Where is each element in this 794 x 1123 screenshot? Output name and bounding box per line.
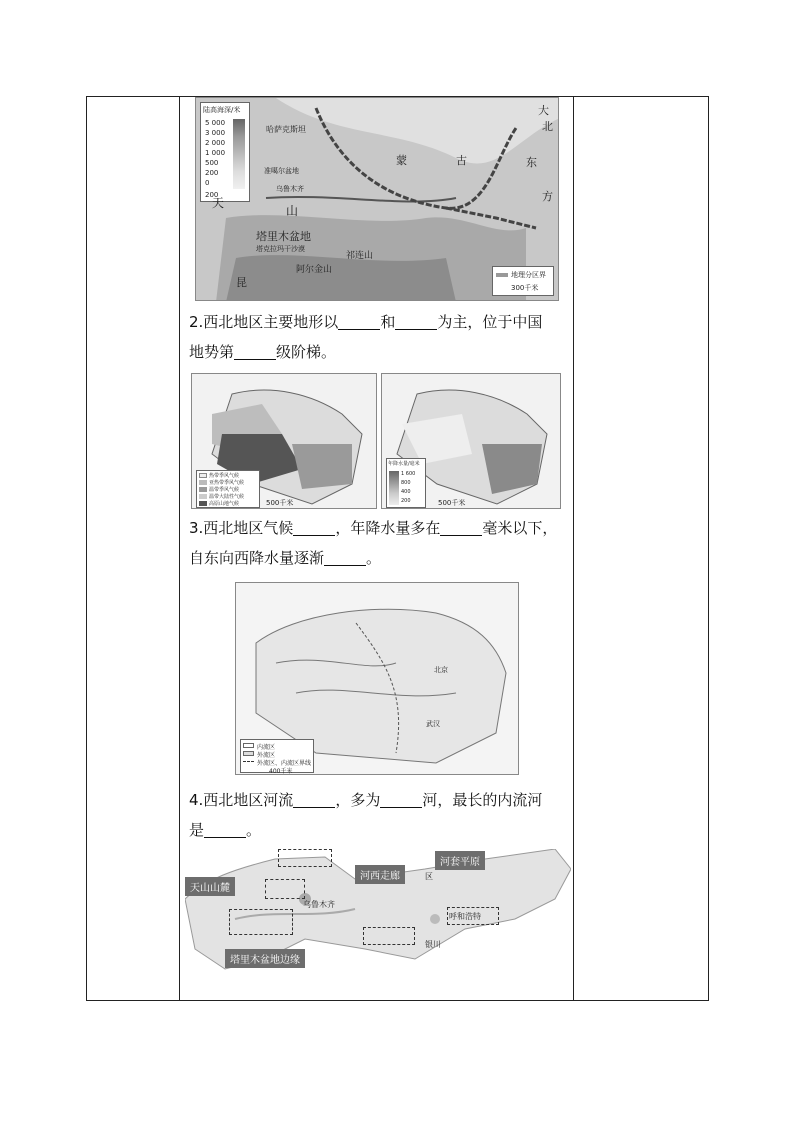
precip-legend-item: 800	[401, 480, 411, 486]
precipitation-map	[381, 373, 561, 509]
precip-ramp	[389, 471, 399, 505]
label-altun: 阿尔金山	[296, 265, 333, 275]
river-scale: 400千米	[269, 768, 293, 775]
label-mongolia-a: 蒙	[396, 154, 407, 167]
q2-line2a: 地势第	[189, 343, 235, 361]
q4-prefix: 4.西北地区河流	[189, 791, 294, 809]
label-tarim: 塔里木盆地	[256, 230, 311, 243]
label-east-b: 北	[542, 120, 553, 133]
precip-legend-item: 1 600	[401, 471, 416, 477]
label-east-d: 方	[542, 190, 553, 203]
q4-mid1: ，多为	[335, 791, 381, 809]
river-swatch	[243, 751, 254, 756]
boundary-legend	[492, 266, 554, 296]
climate-swatch	[199, 501, 207, 506]
boundary-legend-label: 地理分区界	[511, 271, 546, 279]
climate-legend-item: 亚热带季风气候	[209, 480, 245, 486]
climate-legend-item: 温带季风气候	[209, 487, 240, 493]
boundary-swatch	[496, 273, 508, 277]
river-basin-map	[235, 582, 519, 775]
q3-prefix: 3.西北地区气候	[189, 519, 294, 537]
q4-blank-2[interactable]	[380, 792, 422, 808]
elevation-color-ramp	[233, 119, 245, 189]
q2-blank-2[interactable]	[395, 314, 437, 330]
northwest-terrain-map	[195, 97, 559, 301]
label-mongolia-b: 古	[456, 154, 467, 167]
climate-legend-item: 温带大陆性气候	[209, 494, 245, 500]
q2-prefix: 2.西北地区主要地形以	[189, 313, 339, 331]
question-4	[189, 785, 569, 845]
q3-blank-3[interactable]	[324, 550, 366, 566]
q4-blank-3[interactable]	[204, 822, 246, 838]
climate-legend	[196, 470, 260, 508]
precip-legend	[386, 458, 426, 508]
label-wuhan: 武汉	[426, 720, 440, 728]
label-tianshan-b: 山	[286, 204, 299, 218]
q2-mid1: 和	[380, 313, 396, 331]
q3-mid1: ，年降水量多在	[335, 519, 441, 537]
label-hohhot: 呼和浩特	[449, 912, 481, 921]
callout-tianshan: 天山山麓	[185, 877, 235, 896]
climate-legend-item: 高原山地气候	[209, 501, 240, 507]
river-legend-item: 外流区、内流区界线	[257, 760, 312, 767]
q3-line2a: 自东向西降水量逐渐	[189, 549, 325, 567]
callout-tarim-edge: 塔里木盆地边缘	[225, 949, 305, 968]
precip-legend-title: 年降水量/毫米	[388, 461, 420, 467]
q4-mid2: 河，最长的内流河	[422, 791, 543, 809]
legend-value: 200	[205, 191, 219, 199]
callout-hexi: 河西走廊	[355, 865, 405, 884]
climate-scale: 500千米	[266, 499, 294, 507]
q2-line2b: 级阶梯。	[276, 343, 337, 361]
label-tianshan-a: 天	[212, 196, 225, 210]
legend-value: 3 000	[205, 129, 226, 137]
q2-blank-1[interactable]	[338, 314, 380, 330]
q4-line2a: 是	[189, 821, 205, 839]
label-junggar: 准噶尔盆地	[264, 167, 299, 175]
legend-value: 0	[205, 179, 210, 187]
legend-value: 200	[205, 169, 219, 177]
q3-blank-2[interactable]	[440, 520, 482, 536]
elevation-legend	[200, 102, 250, 202]
climate-swatch	[199, 480, 207, 485]
label-kunlun: 昆	[236, 276, 247, 289]
q3-mid2: 毫米以下，	[482, 519, 558, 537]
label-taklimakan: 塔克拉玛干沙漠	[256, 245, 305, 253]
climate-swatch	[199, 487, 207, 492]
climate-legend-item: 热带季风气候	[209, 473, 240, 479]
precip-scale: 500千米	[438, 499, 466, 507]
highlight-box-tianshan	[265, 879, 305, 899]
q4-blank-1[interactable]	[293, 792, 335, 808]
scale-bar-label: 300千米	[511, 284, 539, 292]
label-qilian: 祁连山	[346, 251, 374, 261]
q4-line2b: 。	[246, 821, 262, 839]
river-swatch	[243, 743, 254, 748]
q2-blank-3[interactable]	[234, 344, 276, 360]
river-legend-item: 外流区	[257, 752, 276, 759]
label-beijing: 北京	[434, 666, 448, 674]
q3-blank-1[interactable]	[293, 520, 335, 536]
label-yinchuan: 银川	[425, 940, 441, 949]
legend-value: 2 000	[205, 139, 226, 147]
question-2	[189, 307, 569, 367]
label-urumqi: 乌鲁木齐	[276, 185, 304, 193]
label-east-c: 东	[526, 156, 537, 169]
label-kazakhstan: 哈萨克斯坦	[266, 125, 306, 134]
legend-value: 500	[205, 159, 219, 167]
legend-value: 1 000	[205, 149, 226, 157]
climate-swatch	[199, 473, 207, 478]
river-legend-item: 内流区	[257, 744, 276, 751]
agriculture-area-map	[185, 849, 571, 971]
q3-line2b: 。	[366, 549, 382, 567]
column-divider-left	[179, 97, 180, 1000]
q2-mid2: 为主，位于中国	[437, 313, 543, 331]
question-3	[189, 513, 569, 573]
river-legend	[240, 739, 314, 773]
label-urumqi-agri: 乌鲁木齐	[303, 900, 335, 909]
river-swatch	[243, 761, 254, 762]
highlight-box-north	[278, 849, 332, 867]
callout-hetao: 河套平原	[435, 851, 485, 870]
highlight-box-tarim	[229, 909, 293, 935]
highlight-box-hexi	[363, 927, 415, 945]
precip-legend-item: 400	[401, 489, 411, 495]
column-divider-right	[573, 97, 574, 1000]
climate-type-map	[191, 373, 377, 509]
worksheet-table	[86, 96, 709, 1001]
elevation-legend-title: 陆高海深/米	[203, 106, 241, 114]
label-east-a: 大	[538, 104, 549, 117]
precip-legend-item: 200	[401, 498, 411, 504]
label-qu: 区	[425, 872, 433, 881]
climate-swatch	[199, 494, 207, 499]
legend-value: 5 000	[205, 119, 226, 127]
